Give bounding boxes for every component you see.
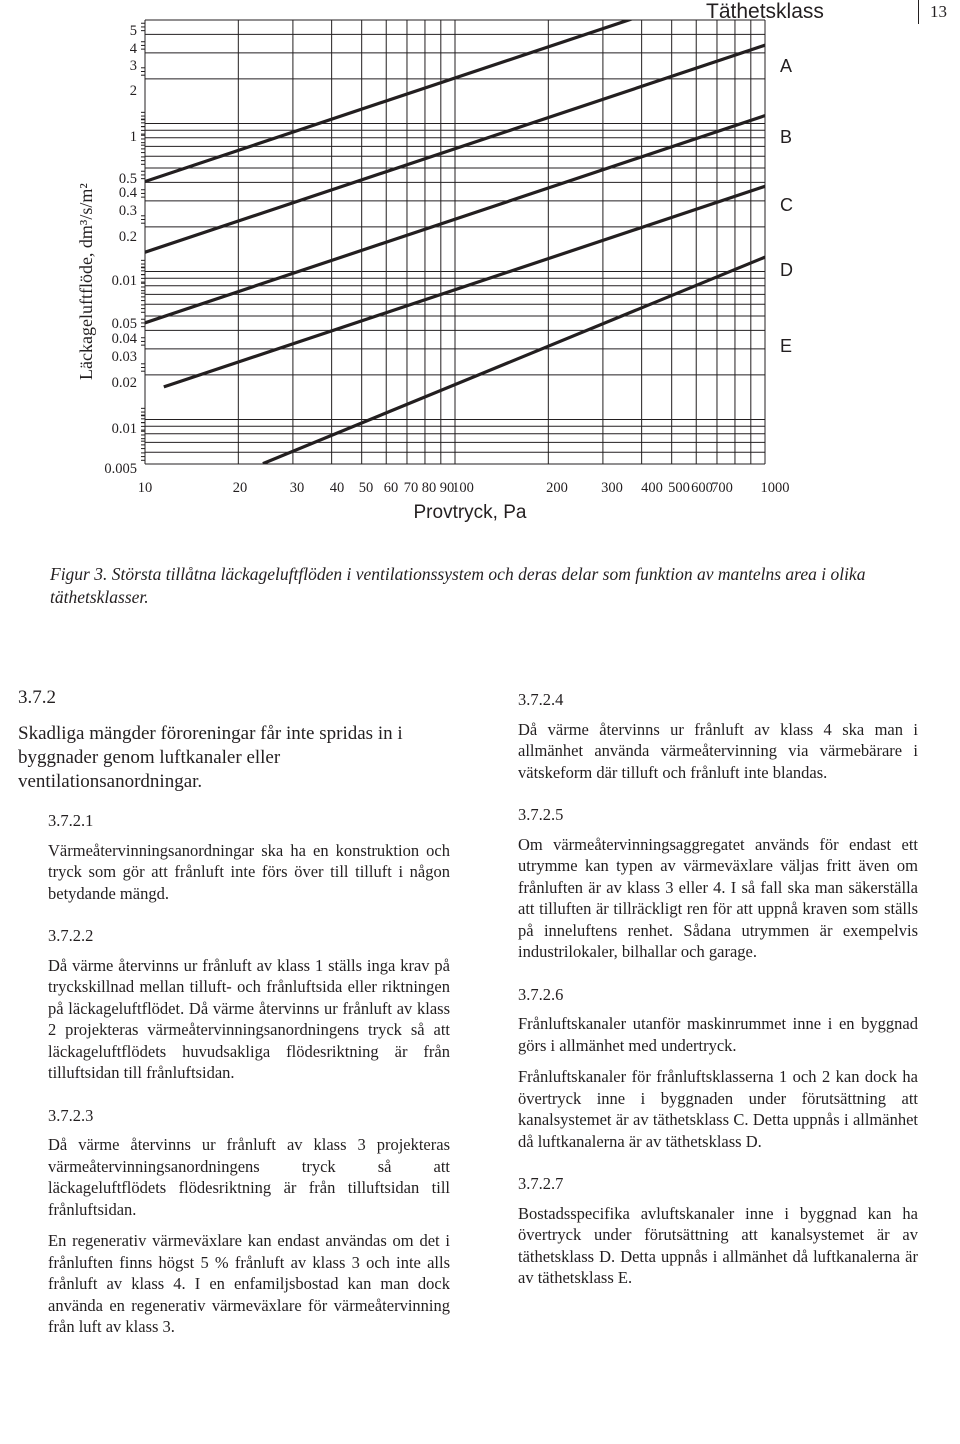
x-tick-label: 100 (452, 480, 474, 496)
series-label: C (780, 195, 793, 215)
y-tick-label: 3 (129, 58, 137, 74)
y-tick-label: 2 (129, 83, 137, 99)
series-label: D (780, 260, 793, 280)
paragraph: Då värme återvinns ur frånluft av klass 1 ställs inga krav på tryckskillnad mellan tilluft- och frånluftsida eller riktningen på läckageluftflödet. Då värme återvinns ur frånluft av klass 2 projekteras värmeåtervinningsanordningens tryck så att läckageluftflödets huvudsakliga flödesriktning är från tilluftsidan till frånluftsidan. (48, 955, 450, 1082)
section-text: Skadliga mängder föroreningar får inte spridas in i byggnader genom luftkanaler eller ventilationsanordningar. (18, 723, 403, 792)
subsection-number: 3.7.2.7 (518, 1174, 564, 1193)
subsection-number: 3.7.2.6 (518, 984, 564, 1004)
series-line (263, 257, 765, 464)
section-heading (18, 686, 450, 794)
x-tick-label: 50 (358, 480, 374, 496)
y-tick-label: 0.05 (111, 316, 137, 332)
series-label: A (780, 56, 793, 76)
paragraph: Om värmeåtervinningsaggregatet används för endast ett utrymme kan typen av värmeväxlare väljas fritt även om frånluften är av klass 3 eller 4. I så fall ska man säkerställa att tilluften är tillräckligt ren för att uppnå kraven som ställs på inneluftens renhet. Sådana utrymmen är exempelvis industrilokaler, bilhallar och garage. (518, 834, 918, 961)
subsection-number: 3.7.2.3 (48, 1105, 94, 1125)
figure-caption: Figur 3. Största tillåtna läckageluftflöden i ventilationssystem och deras delar som funktion av mantelns area i olika täthetsklasser. (50, 564, 866, 607)
x-tick-label: 90 (439, 480, 455, 496)
series-label: E (780, 336, 793, 356)
x-tick-label: 10 (137, 480, 153, 496)
leakage-chart (0, 0, 960, 540)
x-tick-label: 60 (383, 480, 399, 496)
x-tick-label: 200 (546, 480, 568, 496)
right-column-body (518, 689, 918, 1289)
x-tick-label: 30 (289, 480, 305, 496)
y-tick-label: 4 (129, 41, 137, 57)
paragraph: Frånluftskanaler utanför maskinrummet inne i en byggnad görs i allmänhet med undertryck. (518, 1014, 918, 1055)
subsection-number: 3.7.2.1 (48, 811, 94, 830)
x-tick-label: 700 (711, 480, 733, 496)
x-tick-label: 500 (668, 480, 690, 496)
paragraph: Frånluftskanaler för frånluftsklasserna 1 och 2 kan dock ha övertryck inne i byggnaden under förutsättning att kanalsystemet är av täthetsklass C. Detta uppnås i allmänhet då luftkanalerna är av täthetsklass D. (518, 1067, 918, 1151)
x-tick-label: 300 (601, 480, 623, 496)
y-tick-label: 5 (129, 23, 137, 39)
left-column (18, 686, 450, 1338)
y-tick-label: 0.5 (118, 171, 137, 187)
y-tick-label: 0.3 (118, 203, 137, 219)
paragraph: En regenerativ värmeväxlare kan endast användas om det i frånluften finns högst 5 % frånluft av klass 3 och inte alls frånluft av klass 4. I en enfamiljsbostad kan man dock använda en regenerativ värmeväxlare för värmeåtervinning från luft av klass 3. (48, 1231, 450, 1336)
paragraph: Då värme återvinns ur frånluft av klass 3 projekteras värmeåtervinningsanordningens tryck så att läckageluftflödets flödesriktning är från tilluftsidan till frånluftsidan. (48, 1135, 450, 1219)
page-number: 13 (930, 2, 947, 21)
section-number: 3.7.2 (18, 687, 56, 708)
y-tick-label: 0.005 (104, 461, 137, 477)
y-tick-label: 0.4 (118, 185, 137, 201)
y-tick-label: 0.2 (118, 229, 137, 245)
x-tick-label: 80 (421, 480, 437, 496)
paragraph: Bostadsspecifika avluftskanaler inne i byggnad kan ha övertryck under förutsättning att kanalsystemet är av täthetsklass D. Detta uppnås i allmänhet då luftkanalerna är av täthetsklass E. (518, 1203, 918, 1287)
subsection-number: 3.7.2.4 (518, 690, 564, 709)
x-tick-label: 70 (403, 480, 419, 496)
subsection-number: 3.7.2.2 (48, 926, 94, 945)
y-tick-label: 0.01 (111, 273, 137, 289)
y-tick-label: 0.03 (111, 349, 137, 365)
chart-title: Täthetsklass (706, 0, 824, 23)
y-axis-label: Läckageluftflöde, dm³/s/m² (76, 183, 96, 380)
y-tick-label: 1 (129, 129, 137, 145)
x-axis-label: Provtryck, Pa (413, 502, 527, 523)
y-tick-label: 0.01 (111, 421, 137, 437)
right-column (518, 689, 918, 1289)
series-label: B (780, 127, 793, 147)
subsection-number: 3.7.2.5 (518, 805, 564, 824)
x-tick-label: 40 (329, 480, 345, 496)
paragraph: Värmeåtervinningsanordningar ska ha en konstruktion och tryck som gör att frånluft inte förs över till tilluft i någon betydande mängd. (48, 840, 450, 903)
x-tick-label: 1000 (760, 480, 790, 496)
x-tick-label: 20 (232, 480, 248, 496)
left-column-body (18, 810, 450, 1338)
x-tick-label: 400 (641, 480, 663, 496)
x-tick-label: 600 (691, 480, 713, 496)
y-tick-label: 0.02 (111, 375, 137, 391)
paragraph: Då värme återvinns ur frånluft av klass 4 ska man i allmänhet använda värmeåtervinning via värmebärare i vätskeform där tilluft och frånluft inte blandas. (518, 719, 918, 782)
y-tick-label: 0.04 (111, 331, 137, 347)
